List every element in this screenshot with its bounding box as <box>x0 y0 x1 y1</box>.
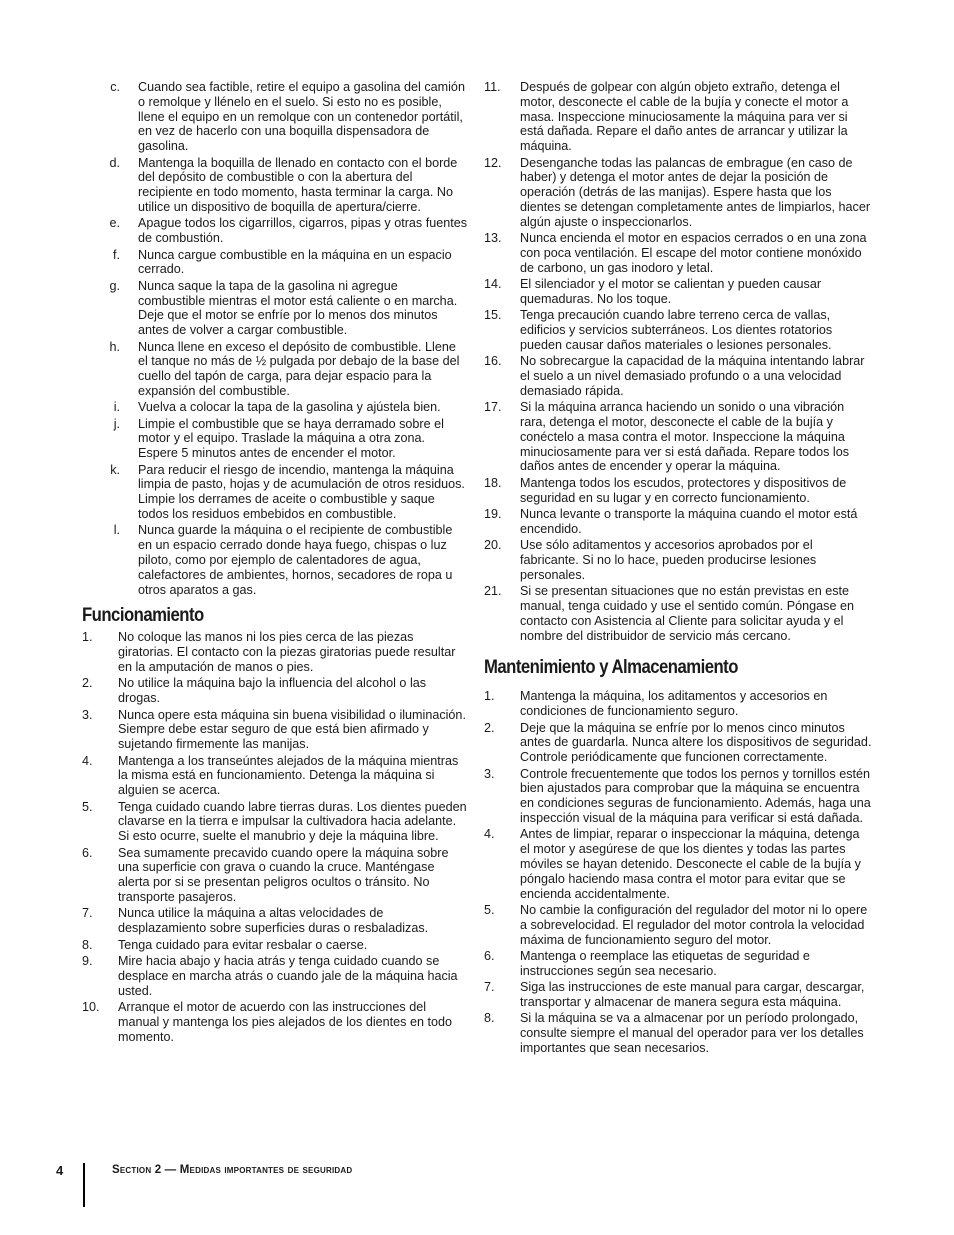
list-item-text: Mantenga a los transeúntes alejados de la máquina mientras la misma está en funcionamiento. Detenga la máquina si alguien se acerca. <box>118 753 459 798</box>
list-item-text: No sobrecargue la capacidad de la máquina intentando labrar el suelo a un nivel demasiado profundo o a una velocidad demasiado rápida. <box>520 354 865 398</box>
list-item-label: j. <box>113 416 120 431</box>
list-item-label: 7. <box>82 906 93 921</box>
list-item-label: 16. <box>484 354 502 369</box>
list-item <box>82 954 468 998</box>
list-item-label: 13. <box>484 231 502 246</box>
list-item <box>484 354 872 398</box>
list-item-label: k. <box>110 462 120 477</box>
list-item-text: El silenciador y el motor se calientan y pueden causar quemaduras. No los toque. <box>520 277 822 306</box>
list-item-text: Nunca encienda el motor en espacios cerrados o en una zona con poca ventilación. El escape del motor contiene monóxido de carbono, un gas inodoro y letal. <box>520 231 867 275</box>
list-item <box>484 949 872 979</box>
list-item-text: No cambie la configuración del regulador del motor ni lo opere a sobrevelocidad. El regulador del motor controla la velocidad máxima de funcionamiento seguro del motor. <box>520 902 868 947</box>
list-item <box>82 216 468 246</box>
mantenimiento-list <box>484 689 872 1055</box>
list-item <box>82 938 468 953</box>
list-item <box>82 463 468 522</box>
list-item <box>484 277 872 307</box>
list-item <box>82 523 468 597</box>
list-item <box>484 156 872 230</box>
list-item-text: Tenga cuidado para evitar resbalar o caerse. <box>118 937 368 952</box>
list-item-text: Para reducir el riesgo de incendio, mantenga la máquina limpia de pasto, hojas y de acumulación de otros residuos. Limpie los derrames de aceite o combustible y saque todos los residuos embebidos en combustible. <box>138 462 465 522</box>
list-item-label: 8. <box>82 937 93 952</box>
list-item <box>484 689 872 719</box>
list-item-text: Nunca cargue combustible en la máquina en un espacio cerrado. <box>138 247 452 277</box>
list-item-label: 5. <box>484 902 495 917</box>
list-item-text: Nunca llene en exceso el depósito de combustible. Llene el tanque no más de ½ pulgada por debajo de la base del cuello del tapón de carga, para dejar espacio para la expansión del combustible. <box>138 339 460 398</box>
list-item <box>484 827 872 901</box>
list-item-text: Después de golpear con algún objeto extraño, detenga el motor, desconecte el cable de la bujía y conecte el motor a masa. Inspeccione minuciosamente la máquina para ver si está dañada. Repare el daño antes de arrancar y utilizar la máquina. <box>520 80 849 154</box>
list-item-text: Mire hacia abajo y hacia atrás y tenga cuidado cuando se desplace en marcha atrás o cuando jale de la máquina hacia usted. <box>118 953 458 998</box>
list-item <box>82 846 468 905</box>
fuel-safety-list <box>82 80 468 597</box>
list-item-label: h. <box>109 339 120 354</box>
list-item-text: Deje que la máquina se enfríe por lo menos cinco minutos antes de guardarla. Nunca altere los dispositivos de seguridad. Controle periódicamente que funcionen correctamente. <box>520 720 872 765</box>
list-item-text: Nunca utilice la máquina a altas velocidades de desplazamiento sobre superficies duras o resbaladizas. <box>118 906 429 936</box>
funcionamiento-list <box>82 630 468 1044</box>
list-item <box>82 156 468 215</box>
list-item-text: Use sólo aditamentos y accesorios aprobados por el fabricante. Si no lo hace, pueden producirse lesiones personales. <box>520 538 817 582</box>
list-item-text: Nunca levante o transporte la máquina cuando el motor está encendido. <box>520 507 858 536</box>
list-item-label: 19. <box>484 507 502 522</box>
list-item-label: 17. <box>484 400 502 415</box>
list-item-text: Vuelva a colocar la tapa de la gasolina y ajústela bien. <box>138 400 441 415</box>
list-item-label: g. <box>109 278 120 293</box>
list-item-text: No coloque las manos ni los pies cerca de las piezas giratorias. El contacto con la piezas giratorias puede resultar en la amputación de manos o pies. <box>118 630 456 675</box>
list-item-text: Nunca saque la tapa de la gasolina ni agregue combustible mientras el motor está caliente o en marcha. Deje que el motor se enfríe por lo menos dos minutos antes de volver a cargar combustible. <box>138 278 458 338</box>
list-item <box>82 800 468 844</box>
list-item-text: Mantenga o reemplace las etiquetas de seguridad e instrucciones según sea necesario. <box>520 948 810 978</box>
list-item-label: f. <box>113 247 120 262</box>
footer-section-title: Section 2 — Medidas importantes de seguridad <box>112 1164 353 1176</box>
list-item-label: 10. <box>82 999 100 1014</box>
list-item-label: 7. <box>484 980 495 995</box>
left-column <box>82 80 468 1046</box>
list-item-text: Mantenga la máquina, los aditamentos y accesorios en condiciones de funcionamiento seguro. <box>520 689 828 719</box>
list-item <box>82 80 468 154</box>
list-item <box>484 1011 872 1055</box>
list-item <box>484 903 872 947</box>
list-item-text: Si la máquina arranca haciendo un sonido o una vibración rara, detenga el motor, desconecte el cable de la bujía y conéctelo a masa contra el motor. Inspeccione la máquina minuciosamente para ver si está dañada. Repare todos los daños antes de encender y operar la máquina. <box>520 400 850 474</box>
list-item <box>484 507 872 537</box>
list-item <box>82 400 468 415</box>
list-item <box>82 1000 468 1044</box>
list-item-text: Tenga cuidado cuando labre tierras duras. Los dientes pueden clavarse en la tierra e impulsar la cultivadora hacia adelante. Si esto ocurre, suelte el manubrio y deje la máquina libre. <box>118 799 467 844</box>
list-item <box>484 538 872 582</box>
list-item <box>484 767 872 826</box>
list-item-text: Apague todos los cigarrillos, cigarros, pipas y otras fuentes de combustión. <box>138 216 468 246</box>
list-item-label: 2. <box>484 720 495 735</box>
list-item <box>484 400 872 474</box>
right-column <box>484 80 872 1057</box>
list-item <box>484 476 872 506</box>
list-item-label: c. <box>110 80 120 94</box>
list-item <box>82 630 468 674</box>
funcionamiento-list-continued <box>484 80 872 643</box>
list-item-text: Nunca guarde la máquina o el recipiente de combustible en un espacio cerrado donde haya fuego, chispas o luz piloto, como por ejemplo de calentadores de agua, calefactores de ambientes, hornos, secadores de ropa u otros aparatos a gas. <box>138 523 453 597</box>
list-item-label: 9. <box>82 953 93 968</box>
list-item <box>82 340 468 399</box>
list-item-label: 20. <box>484 538 502 553</box>
section-heading-mantenimiento: Mantenimiento y Almacenamiento <box>484 657 738 679</box>
list-item-text: Controle frecuentemente que todos los pernos y tornillos estén bien ajustados para comprobar que la máquina se encuentra en condiciones seguras de funcionamiento. Además, haga una inspección visual de la máquina para verificar si está dañada. <box>520 766 871 825</box>
list-item <box>484 584 872 643</box>
list-item-label: 4. <box>484 827 495 842</box>
list-item-label: 4. <box>82 753 93 768</box>
list-item <box>484 980 872 1010</box>
list-item <box>82 708 468 752</box>
list-item <box>82 906 468 936</box>
list-item <box>484 231 872 275</box>
list-item-label: 3. <box>82 707 93 722</box>
list-item-text: Si se presentan situaciones que no están previstas en este manual, tenga cuidado y use el sentido común. Póngase en contacto con Asistencia al Cliente para solicitar ayuda y el nombre del distribuidor de servicio más cercano. <box>520 584 854 643</box>
list-item <box>484 721 872 765</box>
list-item-label: 1. <box>82 630 93 645</box>
list-item-label: 5. <box>82 799 93 814</box>
list-item-label: 21. <box>484 584 502 599</box>
list-item-label: 1. <box>484 689 495 704</box>
list-item-label: 6. <box>484 948 495 963</box>
list-item <box>82 417 468 461</box>
list-item-label: d. <box>109 155 120 170</box>
list-item-label: l. <box>113 523 120 538</box>
list-item-text: Tenga precaución cuando labre terreno cerca de vallas, edificios y servicios subterráneos. Los dientes rotatorios pueden causar daños materiales o lesiones personales. <box>520 308 833 352</box>
section-heading-funcionamiento: Funcionamiento <box>82 605 204 627</box>
page-number: 4 <box>56 1163 64 1178</box>
list-item-label: 12. <box>484 155 502 170</box>
list-item-label: e. <box>109 216 120 231</box>
list-item <box>82 248 468 278</box>
footer-divider <box>83 1163 85 1207</box>
list-item-text: Mantenga la boquilla de llenado en contacto con el borde del depósito de combustible o con la abertura del recipiente en todo momento, hasta terminar la carga. No utilice un dispositivo de boquilla de apertura/cierre. <box>138 155 458 214</box>
list-item-label: i. <box>113 400 120 415</box>
list-item <box>484 80 872 154</box>
list-item-label: 2. <box>82 676 93 691</box>
list-item-text: Cuando sea factible, retire el equipo a gasolina del camión o remolque y llénelo en el suelo. Si esto no es posible, llene el equipo en un remolque con un contenedor portátil, en vez de hacerlo con una boquilla dispensadora de gasolina. <box>138 80 465 154</box>
list-item-label: 15. <box>484 308 502 323</box>
list-item-text: Arranque el motor de acuerdo con las instrucciones del manual y mantenga los pies alejados de los dientes en todo momento. <box>118 999 452 1044</box>
list-item-label: 18. <box>484 475 502 490</box>
list-item-label: 3. <box>484 766 495 781</box>
list-item-text: No utilice la máquina bajo la influencia del alcohol o las drogas. <box>118 676 427 706</box>
list-item-text: Mantenga todos los escudos, protectores y dispositivos de seguridad en su lugar y en correcto funcionamiento. <box>520 475 847 505</box>
list-item-label: 14. <box>484 277 502 292</box>
list-item-text: Siga las instrucciones de este manual para cargar, descargar, transportar y almacenar de manera segura esta máquina. <box>520 980 865 1009</box>
list-item-text: Limpie el combustible que se haya derramado sobre el motor y el equipo. Traslade la máquina a otra zona. Espere 5 minutos antes de encender el motor. <box>138 416 444 461</box>
list-item-text: Nunca opere esta máquina sin buena visibilidad o iluminación. Siempre debe estar seguro de que está bien afirmado y sujetando firmemente las manijas. <box>118 707 466 752</box>
list-item-text: Desenganche todas las palancas de embrague (en caso de haber) y detenga el motor antes de dejar la posición de operación (detrás de las manijas). Espere hasta que los dientes se detengan completamente antes de limpiarlos, hacer algún ajuste o inspeccionarlos. <box>520 155 871 229</box>
list-item-text: Si la máquina se va a almacenar por un período prolongado, consulte siempre el manual del operador para ver los detalles importantes que sean necesarios. <box>520 1011 864 1055</box>
list-item <box>484 308 872 352</box>
list-item-text: Antes de limpiar, reparar o inspeccionar la máquina, detenga el motor y asegúrese de que los dientes y todas las partes móviles se hayan detenido. Desconecte el cable de la bujía y póngalo haciendo masa contra el motor para evitar que se encienda accidentalmente. <box>520 827 861 901</box>
list-item-label: 8. <box>484 1011 495 1026</box>
list-item <box>82 279 468 338</box>
list-item-label: 11. <box>484 80 501 94</box>
list-item-text: Sea sumamente precavido cuando opere la máquina sobre una superficie con grava o cuando la cruce. Manténgase alerta por si se presentan peligros ocultos o tránsito. No transporte pasajeros. <box>118 845 449 904</box>
list-item-label: 6. <box>82 845 93 860</box>
list-item <box>82 754 468 798</box>
list-item <box>82 676 468 706</box>
